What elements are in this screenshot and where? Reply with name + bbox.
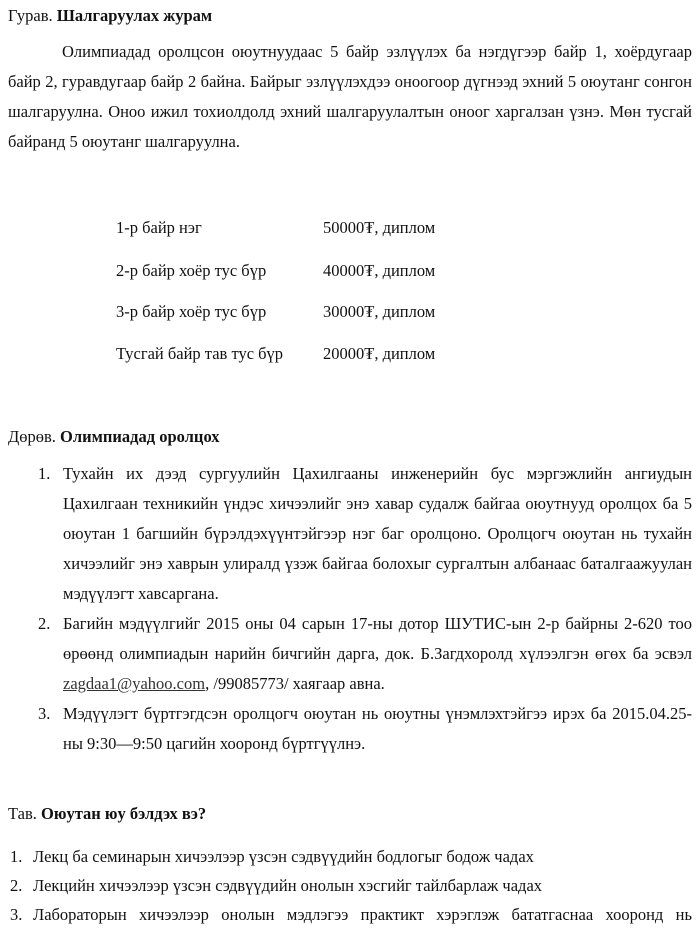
section-3-paragraph-text: Олимпиадад оролцсон оюутнуудаас 5 байр эзлүүлэх ба нэгдүгээр байр 1, хоёрдугаар байр 2, гуравдугаар байр 2 байна. Байрыг эзлүүлэхдээ оноогоор дүгнээд эхний 5 оюутанг сонгон шалгаруулна. Оноо ижил тохиолдолд эхний шалгаруулалтын оноог харгалзан үзнэ. Мөн тусгай байранд 5 оюутанг шалгаруулна. [8, 42, 692, 151]
prize-place: Тусгай байр тав тус бүр [116, 344, 284, 363]
list-item-text [63, 609, 692, 699]
list-item [0, 900, 700, 929]
list-item-text-after: , /99085773/ хаягаар авна. [205, 674, 385, 693]
list-item-text-before: Багийн мэдүүлгийг 2015 оны 04 сарын 17-ны дотор ШУТИС-ын 2-р байрны 2-620 тоо өрөөнд олимпиадын нарийн бичгийн дарга, док. Б.Загдхоролд хүлээлгэн өгөх ба эсвэл [63, 614, 692, 663]
prize-reward: 30000₮, диплом [323, 302, 436, 321]
section-5-prefix: Тав. [8, 804, 37, 823]
section-3-prefix: Гурав. [8, 6, 53, 25]
section-5-heading [8, 804, 206, 824]
list-item [0, 871, 700, 900]
prize-reward: 20000₮, диплом [323, 344, 436, 363]
list-item [0, 842, 700, 871]
section-5-title: Оюутан юу бэлдэх вэ? [41, 804, 207, 823]
section-4-title: Олимпиадад оролцох [60, 427, 220, 446]
prize-place: 2-р байр хоёр тус бүр [116, 261, 267, 280]
list-item [0, 699, 700, 759]
section-3-title: Шалгаруулах журам [56, 6, 213, 25]
participation-list [0, 459, 700, 759]
section-3-paragraph [8, 37, 692, 157]
prize-place: 1-р байр нэг [116, 218, 202, 237]
list-item-text: Мэдүүлэгт бүртгэгдсэн оролцогч оюутан нь оюутны үнэмлэхтэйгээ ирэх ба 2015.04.25-ны 9:30—9:50 цагийн хооронд бүртгүүлнэ. [63, 704, 692, 753]
list-item-number: 2. [38, 614, 51, 633]
section-4-prefix: Дөрөв. [8, 427, 56, 446]
section-4-heading [8, 427, 220, 447]
prize-reward: 50000₮, диплом [323, 218, 436, 237]
list-item-number: 2. [10, 876, 23, 895]
list-item-text: Лекц ба семинарын хичээлээр үзсэн сэдвүүдийн бодлогыг бодож чадах [33, 847, 534, 866]
list-item-number: 1. [10, 847, 23, 866]
prize-reward: 40000₮, диплом [323, 261, 436, 280]
list-item [0, 609, 700, 699]
list-item-text: Лабораторын хичээлээр онолын мэдлэгээ практикт хэрэглэж бататгаснаа хооронд нь [33, 905, 692, 924]
preparation-list [0, 842, 700, 929]
list-item-number: 3. [38, 704, 51, 723]
section-3-heading [8, 6, 212, 26]
prize-place: 3-р байр хоёр тус бүр [116, 302, 267, 321]
list-item-text: Тухайн их дээд сургуулийн Цахилгааны инженерийн бус мэргэжлийн ангиудын Цахилгаан техникийн үндэс хичээлийг энэ хавар судалж байгаа оюутнууд оролцох ба 5 оюутан 1 багшийн бүрэлдэхүүнтэйгээр нэг баг оролцоно. Оролцогч оюутан нь тухайн хичээлийг энэ хаврын улиралд үзэж байгаа болохыг сургалтын албанаас баталгаажуулан мэдүүлэгт хавсаргана. [63, 464, 692, 603]
list-item-number: 3. [10, 905, 23, 924]
list-item [0, 459, 700, 609]
email-link[interactable]: zagdaa1@yahoo.com [63, 674, 206, 693]
list-item-text: Лекцийн хичээлээр үзсэн сэдвүүдийн онолын хэсгийг тайлбарлаж чадах [33, 876, 543, 895]
list-item-number: 1. [38, 464, 51, 483]
